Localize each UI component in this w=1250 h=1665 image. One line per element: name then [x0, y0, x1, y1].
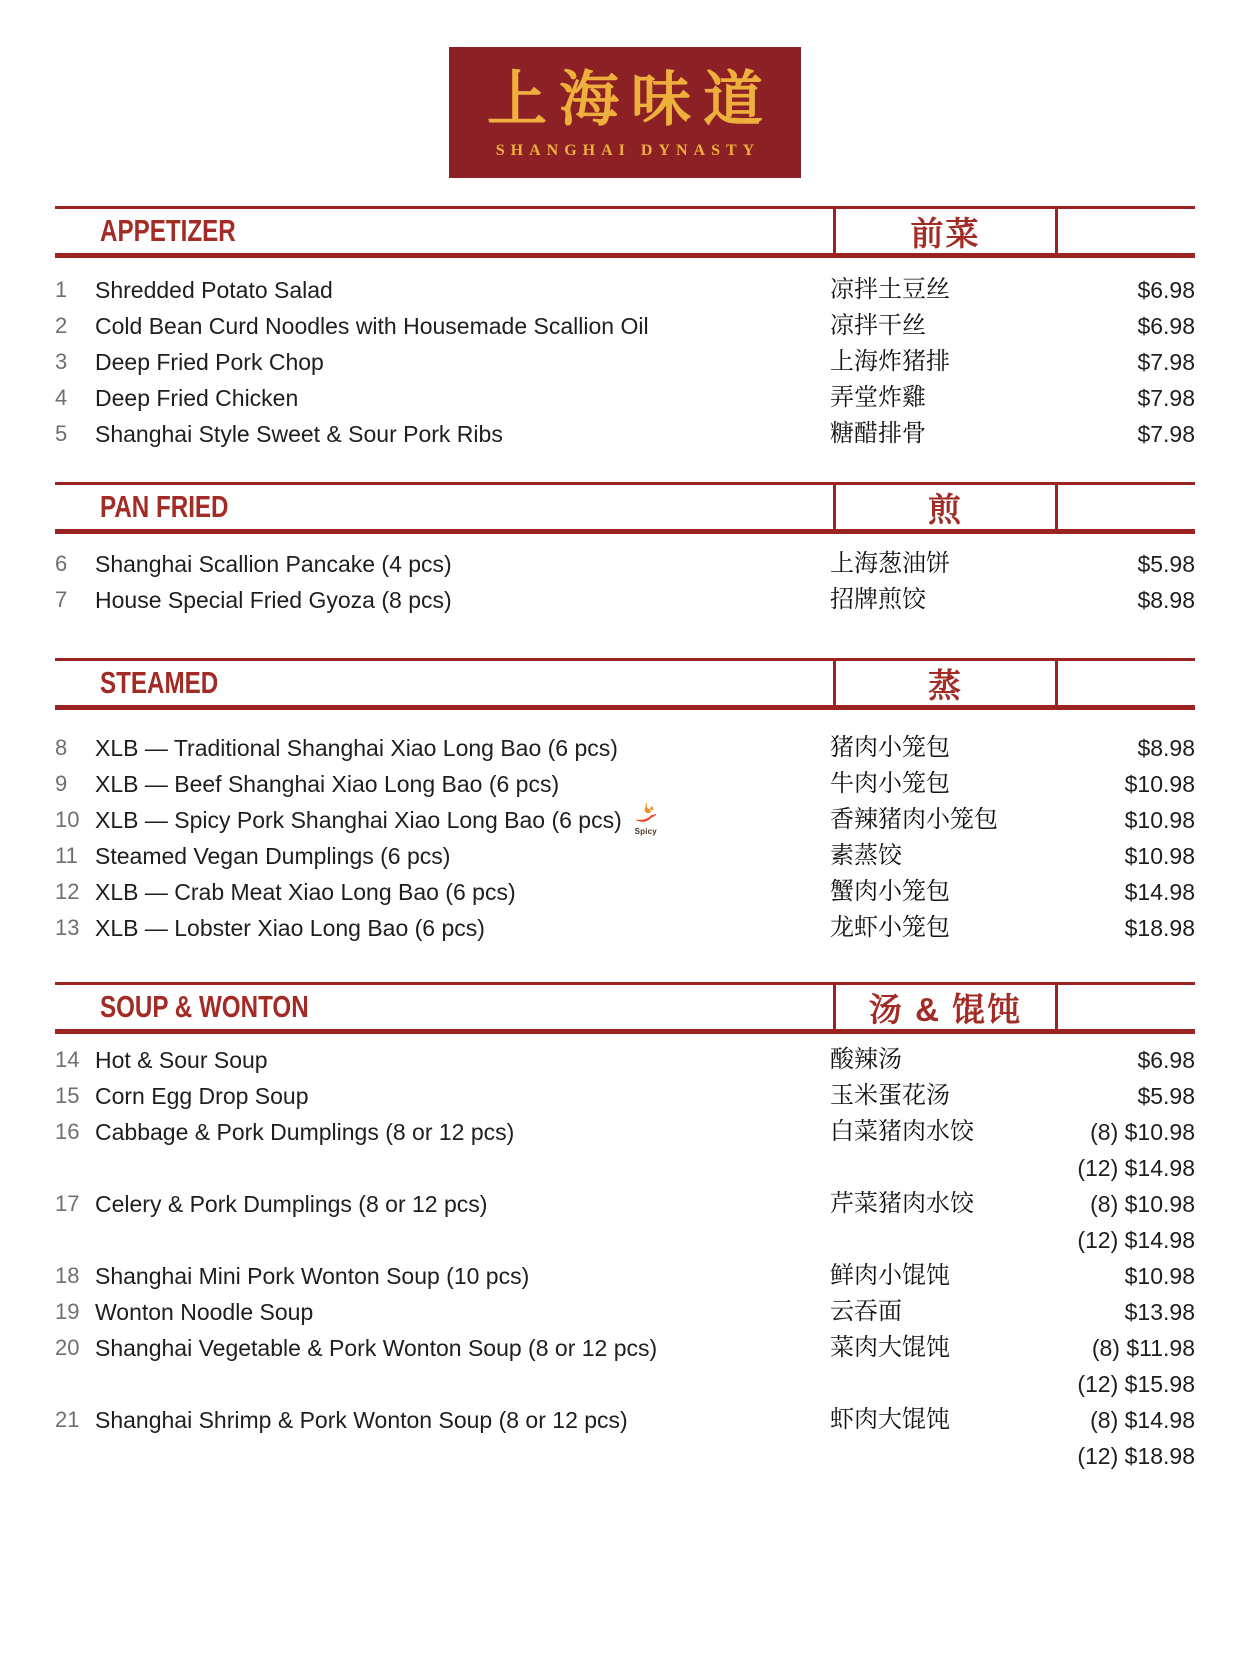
section-title-cell — [55, 985, 833, 1029]
section-title-cjk-box — [833, 485, 1058, 529]
item-number: 8 — [55, 735, 68, 760]
item-number: 5 — [55, 421, 68, 446]
item-number: 11 — [55, 843, 78, 869]
item-name-text: XLB — Crab Meat Xiao Long Bao (6 pcs) — [95, 879, 516, 906]
item-prices — [1055, 380, 1195, 416]
item-prices — [1055, 730, 1195, 766]
item-name-chinese: 玉米蛋花汤 — [830, 1082, 950, 1110]
item-name-text: XLB — Spicy Pork Shanghai Xiao Long Bao (6 pcs) — [95, 807, 622, 833]
item-name-text: Shanghai Mini Pork Wonton Soup (10 pcs) — [95, 1263, 530, 1290]
menu-item-row — [55, 380, 1195, 416]
section-title-cell — [55, 485, 833, 529]
section-title-cell — [55, 661, 833, 705]
item-price: (8) $14.98 — [1090, 1407, 1195, 1434]
menu-item-row — [55, 582, 1195, 618]
menu-item-row — [55, 416, 1195, 452]
menu-item-row — [55, 874, 1195, 910]
item-name-text: Deep Fried Chicken — [95, 385, 299, 411]
section-title: STEAMED — [100, 665, 219, 700]
item-price: (12) $14.98 — [1077, 1227, 1195, 1254]
item-name-chinese: 龙虾小笼包 — [830, 914, 950, 942]
item-prices — [1055, 308, 1195, 344]
item-name-chinese: 凉拌土豆丝 — [830, 276, 950, 303]
item-name-chinese: 白菜猪肉水饺 — [830, 1118, 974, 1146]
section-title-chinese: 蒸 — [928, 666, 963, 704]
logo-chinese-calligraphy: 上海味道 — [487, 64, 775, 135]
section-title-cjk-box — [833, 985, 1058, 1029]
item-number: 17 — [55, 1191, 80, 1217]
item-name-english — [95, 910, 830, 946]
item-name-chinese: 猪肉小笼包 — [830, 734, 950, 761]
section-header — [55, 982, 1195, 1034]
item-price: $18.98 — [1124, 915, 1195, 942]
item-name-english — [95, 1186, 830, 1222]
item-name-text: Wonton Noodle Soup — [95, 1299, 314, 1326]
item-name-text: XLB — Beef Shanghai Xiao Long Bao (6 pcs) — [95, 771, 560, 797]
item-prices — [1055, 582, 1195, 618]
item-name-text: Deep Fried Pork Chop — [95, 349, 324, 375]
item-name-english — [95, 1402, 830, 1438]
item-name-chinese: 弄堂炸雞 — [830, 384, 926, 411]
item-price: $8.98 — [1137, 587, 1195, 613]
item-prices — [1055, 910, 1195, 946]
section-header-tail — [1058, 209, 1195, 253]
item-name-chinese: 招牌煎饺 — [830, 586, 926, 613]
restaurant-logo — [449, 47, 801, 178]
menu-section — [55, 982, 1195, 1494]
item-name-chinese: 云吞面 — [830, 1298, 902, 1326]
item-prices — [1055, 1258, 1195, 1294]
item-name-english — [95, 1294, 830, 1330]
menu-section — [55, 206, 1195, 482]
item-number: 12 — [55, 879, 80, 905]
section-title-cjk-box — [833, 209, 1058, 253]
item-prices — [1055, 1402, 1195, 1474]
item-price: $10.98 — [1124, 771, 1195, 797]
item-name-chinese: 菜肉大馄饨 — [830, 1334, 950, 1362]
section-header-tail — [1058, 985, 1195, 1029]
item-price: $13.98 — [1124, 1299, 1195, 1326]
item-prices — [1055, 1294, 1195, 1330]
section-title-chinese: 煎 — [928, 490, 963, 528]
menu-page — [0, 47, 1250, 1665]
item-name-chinese: 凉拌干丝 — [830, 312, 926, 339]
section-items — [55, 710, 1195, 982]
item-number: 14 — [55, 1047, 80, 1073]
logo-restaurant-name: SHANGHAI DYNASTY — [495, 141, 761, 159]
section-title-chinese: 前菜 — [910, 214, 981, 252]
item-prices — [1055, 1186, 1195, 1258]
item-price: $5.98 — [1137, 551, 1195, 577]
section-items — [55, 534, 1195, 658]
section-items — [55, 1034, 1195, 1494]
item-name-text: Cold Bean Curd Noodles with Housemade Scallion Oil — [95, 313, 649, 339]
item-name-english — [95, 730, 830, 766]
item-name-english — [95, 1078, 830, 1114]
item-price: $8.98 — [1137, 735, 1195, 761]
item-name-chinese: 香辣猪肉小笼包 — [830, 806, 998, 833]
item-name-english — [95, 1258, 830, 1294]
item-number: 13 — [55, 915, 80, 941]
item-name-text: Corn Egg Drop Soup — [95, 1083, 309, 1110]
menu-item-row — [55, 1078, 1195, 1114]
item-name-text: House Special Fried Gyoza (8 pcs) — [95, 587, 452, 613]
section-header — [55, 206, 1195, 258]
item-price: (8) $11.98 — [1091, 1335, 1195, 1362]
item-name-text: Shanghai Shrimp & Pork Wonton Soup (8 or 12 pcs) — [95, 1407, 628, 1434]
item-name-english — [95, 1114, 830, 1150]
section-header-tail — [1058, 485, 1195, 529]
section-title: SOUP & WONTON — [100, 989, 309, 1025]
item-name-english — [95, 874, 830, 910]
item-name-chinese: 糖醋排骨 — [830, 420, 926, 447]
item-price: $5.98 — [1137, 1083, 1195, 1110]
item-name-text: Celery & Pork Dumplings (8 or 12 pcs) — [95, 1191, 488, 1218]
item-name-text: Steamed Vegan Dumplings (6 pcs) — [95, 843, 451, 870]
item-number: 9 — [55, 771, 68, 796]
item-name-text: Cabbage & Pork Dumplings (8 or 12 pcs) — [95, 1119, 515, 1146]
item-number: 1 — [55, 277, 68, 302]
item-price: (8) $10.98 — [1090, 1191, 1195, 1218]
item-name-english — [95, 416, 830, 452]
item-number: 15 — [55, 1083, 80, 1109]
menu-section — [55, 482, 1195, 658]
item-price: $7.98 — [1137, 421, 1195, 447]
item-number: 20 — [55, 1335, 80, 1361]
item-name-text: XLB — Traditional Shanghai Xiao Long Bao (6 pcs) — [95, 735, 618, 761]
section-title: APPETIZER — [100, 213, 236, 248]
item-price: $6.98 — [1137, 1047, 1195, 1074]
item-name-chinese: 上海炸猪排 — [830, 348, 950, 375]
menu-item-row — [55, 1186, 1195, 1258]
item-number: 19 — [55, 1299, 80, 1325]
item-price: $6.98 — [1137, 313, 1195, 339]
item-name-text: Shanghai Scallion Pancake (4 pcs) — [95, 551, 452, 577]
item-name-chinese: 鲜肉小馄饨 — [830, 1262, 950, 1290]
item-number: 6 — [55, 551, 68, 576]
item-prices — [1055, 416, 1195, 452]
item-prices — [1055, 1330, 1195, 1402]
item-number: 10 — [55, 807, 80, 832]
item-name-chinese: 芹菜猪肉水饺 — [830, 1190, 974, 1218]
item-name-text: XLB — Lobster Xiao Long Bao (6 pcs) — [95, 915, 485, 942]
section-title: PAN FRIED — [100, 489, 229, 524]
item-number: 3 — [55, 349, 68, 374]
item-price: $10.98 — [1124, 807, 1195, 833]
item-number: 2 — [55, 313, 68, 338]
item-price: (12) $14.98 — [1077, 1155, 1195, 1182]
item-name-chinese: 虾肉大馄饨 — [830, 1406, 950, 1434]
section-header-tail — [1058, 661, 1195, 705]
item-name-text: Hot & Sour Soup — [95, 1047, 268, 1074]
item-prices — [1055, 1078, 1195, 1114]
item-name-chinese: 上海葱油饼 — [830, 550, 950, 577]
section-header — [55, 658, 1195, 710]
item-name-text: Shanghai Vegetable & Pork Wonton Soup (8 or 12 pcs) — [95, 1335, 658, 1362]
item-price: $10.98 — [1124, 1263, 1195, 1290]
item-prices — [1055, 802, 1195, 838]
menu-item-row — [55, 344, 1195, 380]
menu-item-row — [55, 910, 1195, 946]
menu-item-row — [55, 1294, 1195, 1330]
item-prices — [1055, 344, 1195, 380]
item-prices — [1055, 874, 1195, 910]
menu-item-row — [55, 1042, 1195, 1078]
menu-item-row — [55, 1402, 1195, 1474]
spicy-icon — [632, 803, 660, 836]
item-name-english — [95, 582, 830, 618]
item-name-english — [95, 308, 830, 344]
item-number: 4 — [55, 385, 68, 410]
item-prices — [1055, 1114, 1195, 1186]
item-name-chinese: 蟹肉小笼包 — [830, 878, 950, 906]
item-price: (12) $15.98 — [1077, 1371, 1195, 1398]
menu-item-row — [55, 730, 1195, 766]
menu-item-row — [55, 766, 1195, 802]
section-items — [55, 258, 1195, 482]
item-number: 16 — [55, 1119, 80, 1145]
item-name-english — [95, 1330, 830, 1366]
section-title-cjk-box — [833, 661, 1058, 705]
menu-item-row — [55, 838, 1195, 874]
item-price: $10.98 — [1124, 843, 1195, 870]
item-prices — [1055, 766, 1195, 802]
menu-item-row — [55, 272, 1195, 308]
item-name-chinese: 牛肉小笼包 — [830, 770, 950, 797]
item-name-english — [95, 546, 830, 582]
item-price: $6.98 — [1137, 277, 1195, 303]
item-name-chinese: 素蒸饺 — [830, 842, 902, 870]
item-name-english — [95, 344, 830, 380]
section-title-cell — [55, 209, 833, 253]
item-price: $7.98 — [1137, 349, 1195, 375]
item-name-english — [95, 838, 830, 874]
item-name-english — [95, 380, 830, 416]
item-name-chinese: 酸辣汤 — [830, 1046, 902, 1074]
menu-item-row — [55, 1114, 1195, 1186]
menu-item-row — [55, 802, 1195, 838]
item-price: $14.98 — [1124, 879, 1195, 906]
item-name-english — [95, 272, 830, 308]
item-prices — [1055, 272, 1195, 308]
menu-item-row — [55, 1258, 1195, 1294]
item-price: $7.98 — [1137, 385, 1195, 411]
item-name-text: Shredded Potato Salad — [95, 277, 333, 303]
item-prices — [1055, 1042, 1195, 1078]
menu-sections — [55, 206, 1195, 1494]
menu-section — [55, 658, 1195, 982]
item-name-english — [95, 1042, 830, 1078]
menu-item-row — [55, 308, 1195, 344]
item-price: (12) $18.98 — [1077, 1443, 1195, 1470]
item-prices — [1055, 546, 1195, 582]
item-prices — [1055, 838, 1195, 874]
item-name-english — [95, 802, 830, 838]
menu-item-row — [55, 1330, 1195, 1402]
section-header — [55, 482, 1195, 534]
item-number: 7 — [55, 587, 68, 612]
item-price: (8) $10.98 — [1090, 1119, 1195, 1146]
item-number: 18 — [55, 1263, 80, 1289]
menu-item-row — [55, 546, 1195, 582]
item-number: 21 — [55, 1407, 80, 1433]
item-name-text: Shanghai Style Sweet & Sour Pork Ribs — [95, 421, 503, 447]
item-name-english — [95, 766, 830, 802]
section-title-chinese: 汤 & 馄饨 — [868, 990, 1023, 1028]
spicy-icon-label: Spicy — [634, 827, 657, 837]
